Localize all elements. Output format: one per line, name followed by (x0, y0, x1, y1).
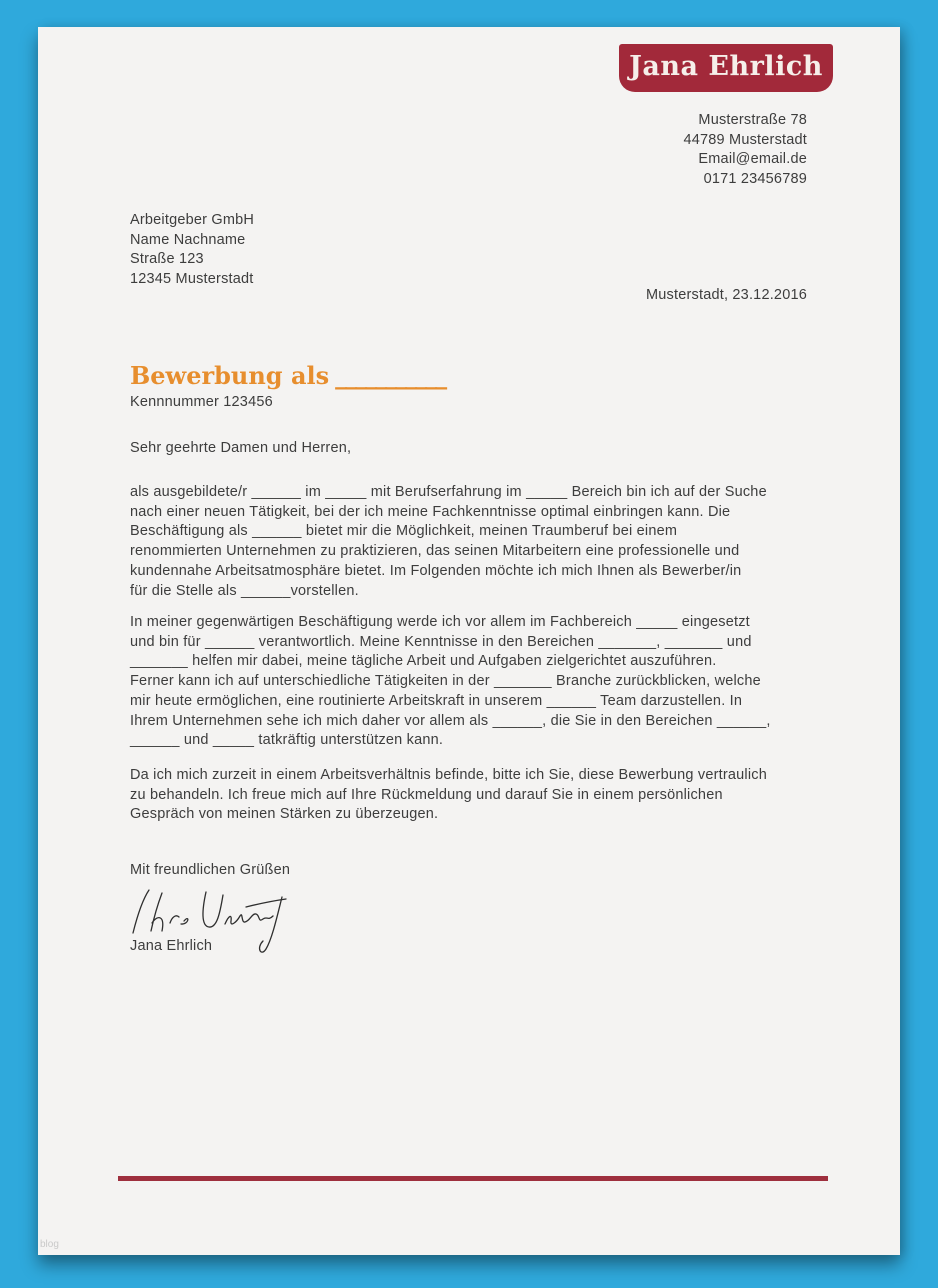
text-line: Da ich mich zurzeit in einem Arbeitsverhältnis befinde, bitte ich Sie, diese Bewerbung vertraulich (130, 767, 767, 783)
text-line: Straße 123 (130, 251, 204, 268)
text-line: Beschäftigung als ______ bietet mir die Möglichkeit, meinen Traumberuf bei einem (130, 523, 678, 540)
salutation: Sehr geehrte Damen und Herren, (130, 440, 352, 456)
recipient-address (130, 211, 254, 290)
text-line: als ausgebildete/r ______ im _____ mit Berufserfahrung im _____ Bereich bin ich auf der Suche (130, 484, 767, 500)
signature-stroke (225, 914, 273, 924)
text-line: mir heute ermöglichen, eine routinierte Arbeitskraft in unserem ______ Team darzustellen. In (130, 692, 743, 709)
signature-stroke (133, 890, 149, 933)
text-line: und bin für ______ verantwortlich. Meine Kenntnisse in den Bereichen _______, _______ und (130, 633, 752, 650)
text-line: Ferner kann ich auf unterschiedliche Tätigkeiten in der _______ Branche zurückblicken, welche (130, 673, 761, 690)
closing-phrase: Mit freundlichen Grüßen (130, 862, 291, 878)
text-line: renommierten Unternehmen zu praktizieren, das seinen Mitarbeitern eine professionelle und (130, 543, 740, 560)
signer-printed-name: Jana Ehrlich (130, 938, 213, 954)
reference-number: Kennnummer 123456 (130, 394, 273, 410)
signature-stroke (260, 897, 282, 952)
letter-page (38, 27, 900, 1255)
signature-stroke (151, 893, 163, 931)
text-line: In meiner gegenwärtigen Beschäftigung werde ich vor allem im Fachbereich _____ eingesetzt (130, 614, 750, 630)
text-line: Gespräch von meinen Stärken zu überzeugen. (130, 806, 439, 823)
subject-heading (130, 361, 445, 390)
text-line: 44789 Musterstadt (683, 131, 807, 148)
text-line: nach einer neuen Tätigkeit, bei der ich meine Fachkenntnisse optimal einbringen kann. Die (130, 503, 731, 520)
text-line: Musterstraße 78 (698, 112, 807, 128)
text-line: Arbeitgeber GmbH (130, 212, 255, 228)
subject-title: Bewerbung als (130, 361, 330, 390)
paragraph-2 (130, 613, 771, 751)
signature-stroke (181, 919, 188, 924)
text-line: 0171 23456789 (703, 171, 807, 188)
text-line: ______ und _____ tatkräftig unterstützen kann. (130, 732, 444, 749)
signature-stroke (170, 916, 179, 923)
signature-stroke (203, 892, 223, 927)
name-plate-text: Jana Ehrlich (629, 51, 823, 82)
text-line: Name Nachname (130, 231, 246, 248)
watermark-text: blog (40, 1239, 59, 1250)
sender-address (684, 111, 808, 190)
text-line: Ihrem Unternehmen sehe ich mich daher vor allem als ______, die Sie in den Bereichen ______, (130, 712, 771, 729)
text-line: 12345 Musterstadt (130, 271, 254, 288)
text-line: kundennahe Arbeitsatmosphäre bietet. Im Folgenden möchte ich mich Ihnen als Bewerber/in (130, 562, 742, 579)
paragraph-3 (130, 766, 767, 825)
date-line: Musterstadt, 23.12.2016 (646, 287, 807, 303)
text-line: für die Stelle als ______vorstellen. (130, 582, 359, 599)
text-line: Email@email.de (698, 151, 807, 168)
text-line: zu behandeln. Ich freue mich auf Ihre Rückmeldung und darauf Sie in einem persönlichen (130, 786, 723, 803)
name-plate (619, 44, 833, 92)
text-line: _______ helfen mir dabei, meine tägliche Arbeit und Aufgaben zielgerichtet auszuführen. (130, 653, 717, 670)
paragraph-1 (130, 483, 767, 601)
footer-rule (118, 1176, 828, 1181)
subject-blank-line: ___________ (335, 361, 446, 390)
